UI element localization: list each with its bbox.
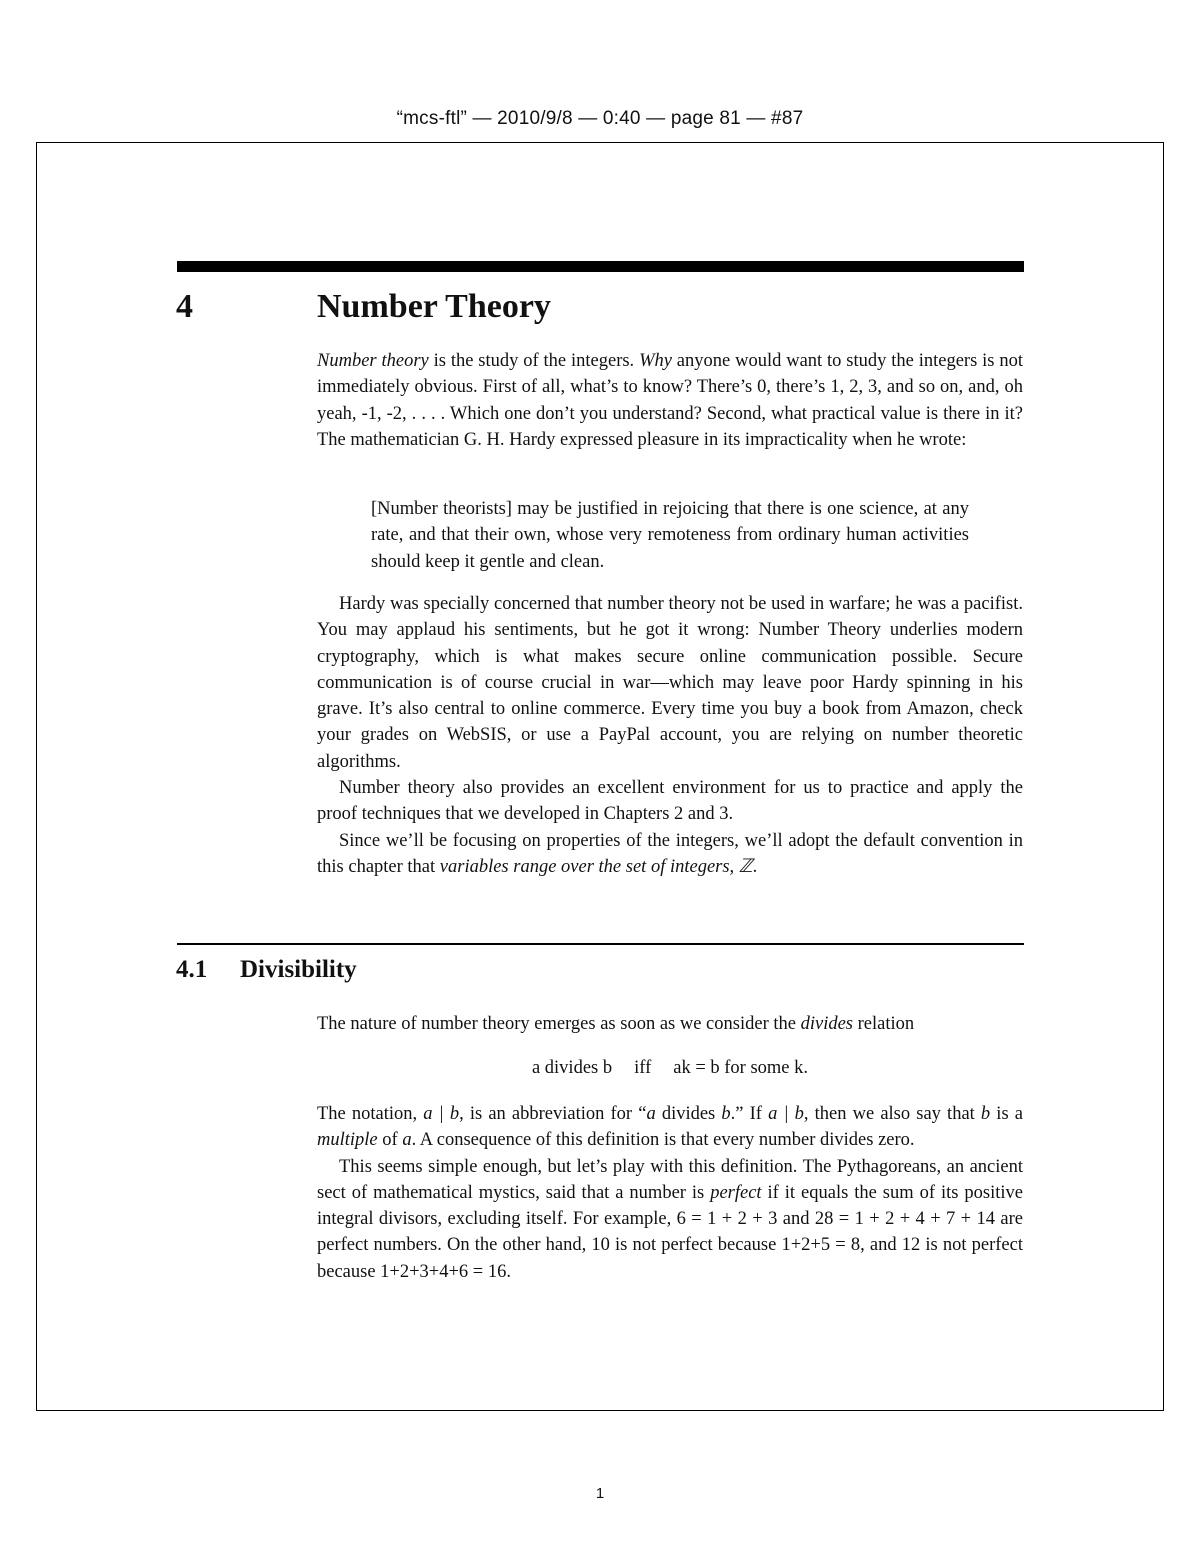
intro-paragraph-1: Number theory is the study of the integers. Why anyone would want to study the integers is not immediately obvious. First of all, what’s to know? There’s 0, there’s 1, 2, 3, and so on, and, oh yeah, -1, -2, . . . . Which one don’t you understand? Second, what practical value is there in it? The mathematician G. H. Hardy expressed pleasure in its impracticality when he wrote: [317, 351, 1024, 450]
section-paragraph-2: The notation, a | b, is an abbreviation for “a divides b.” If a | b, then we also say that b is a multiple of a. A consequence of this definition is that every number divides zero. [317, 1104, 1023, 1151]
running-header: “mcs-ftl” — 2010/9/8 — 0:40 — page 81 — #87 [396, 108, 804, 129]
intro-paragraph-3: Number theory also provides an excellent environment for us to practice and apply the proof techniques that we developed in Chapters 2 and 3. [317, 778, 1023, 825]
intro-body [317, 591, 1023, 880]
section-number: 4.1 [176, 956, 208, 983]
intro-paragraph-4: Since we’ll be focusing on properties of the integers, we’ll adopt the default convention in this chapter that variables range over the set of integers, ℤ. [317, 830, 1023, 877]
chapter-rule [177, 261, 1024, 272]
term-number-theory: Number theory [317, 351, 429, 371]
chapter-number: 4 [176, 288, 193, 325]
section-paragraph-1: The nature of number theory emerges as soon as we consider the divides relation [317, 1014, 915, 1034]
divides-definition: a divides b iff ak = b for some k. [531, 1058, 809, 1078]
section-paragraph-3: This seems simple enough, but let’s play with this definition. The Pythagoreans, an ancient sect of mathematical mystics, said that a number is perfect if it equals the sum of its positive integral divisors, excluding itself. For example, 6 = 1 + 2 + 3 and 28 = 1 + 2 + 4 + 7 + 14 are perfect numbers. On the other hand, 10 is not perfect because 1+2+5 = 8, and 12 is not perfect because 1+2+3+4+6 = 16. [317, 1156, 1023, 1282]
section-body [317, 1101, 1023, 1285]
intro-paragraph-2: Hardy was specially concerned that number theory not be used in warfare; he was a pacifist. You may applaud his sentiments, but he got it wrong: Number Theory underlies modern cryptography, which is what makes secure online communication possible. Secure communication is of course crucial in war—which may leave poor Hardy spinning in his grave. It’s also central to online commerce. Every time you buy a book from Amazon, check your grades on WebSIS, or use a PayPal account, you are relying on number theoretic algorithms. [317, 594, 1023, 772]
section-rule [177, 943, 1024, 945]
page-number: 1 [595, 1485, 605, 1502]
section-title: Divisibility [240, 956, 357, 983]
hardy-quote: [Number theorists] may be justified in rejoicing that there is one science, at any rate, and that their own, whose very remoteness from ordinary human activities should keep it gentle and clean. [371, 499, 969, 572]
chapter-title: Number Theory [317, 288, 551, 325]
